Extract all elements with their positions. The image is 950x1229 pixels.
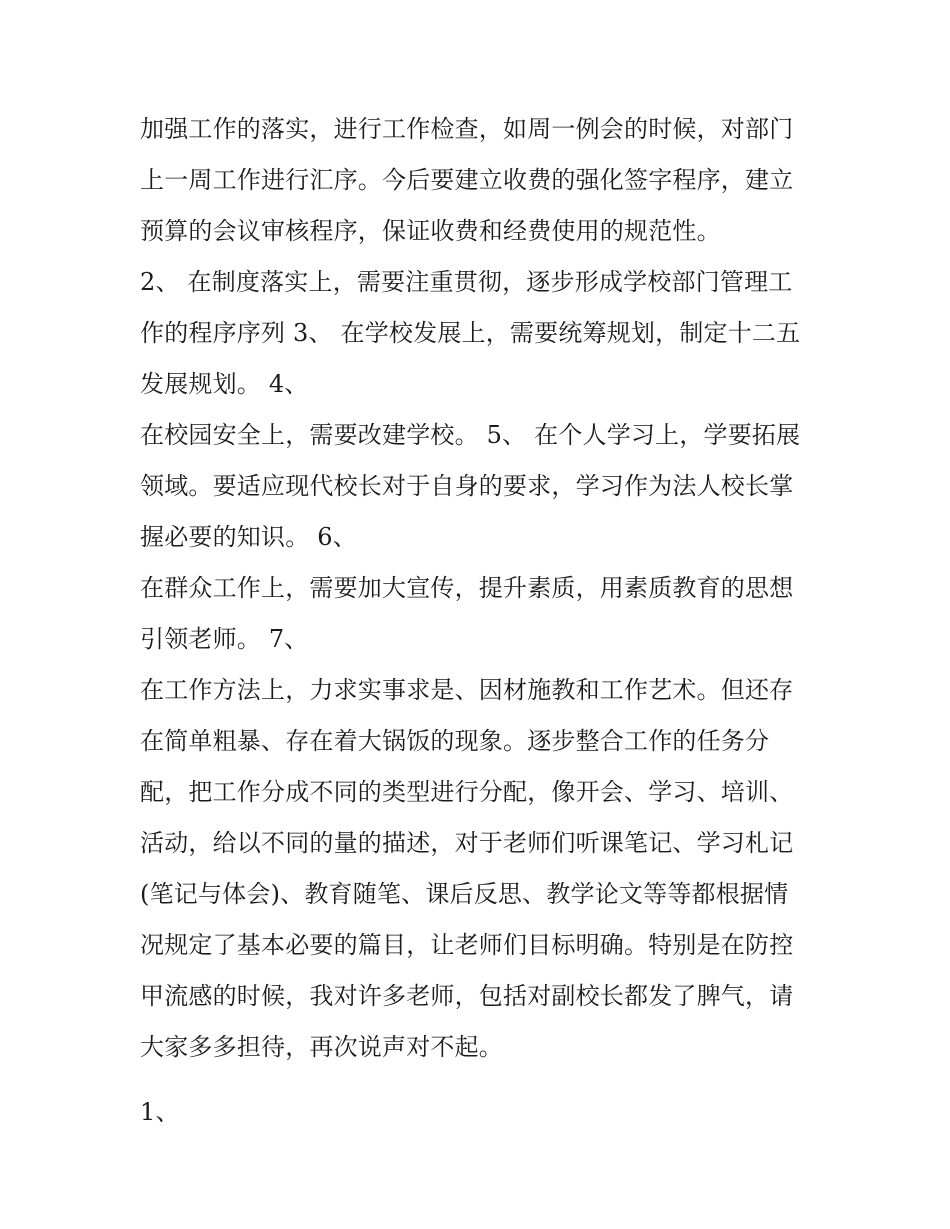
text-line-14: 配，把工作分成不同的类型进行分配，像开会、学习、培训、 [140,778,794,806]
text-line-13: 在简单粗暴、存在着大锅饭的现象。逐步整合工作的任务分 [140,727,770,755]
text-line-12: 在工作方法上，力求实事求是、因材施教和工作艺术。但还存 [140,676,794,704]
text-line-10: 在群众工作上，需要加大宣传，提升素质，用素质教育的思想 [140,574,794,602]
text-line-11: 引领老师。 7、 [140,625,309,653]
text-line-6: 发展规划。 4、 [140,370,309,398]
text-line-17: 况规定了基本必要的篇目，让老师们目标明确。特别是在防控 [140,931,794,959]
text-line-19: 大家多多担待，再次说声对不起。 [140,1033,503,1061]
text-line-4: 2、 在制度落实上，需要注重贯彻，逐步形成学校部门管理工 [140,268,793,296]
text-line-9: 握必要的知识。 6、 [140,523,357,551]
text-line-8: 领域。要适应现代校长对于自身的要求，学习作为法人校长掌 [140,472,794,500]
document-body [140,104,820,1138]
text-line-5: 作的程序序列 3、 在学校发展上，需要统筹规划，制定十二五 [140,319,801,347]
text-line-15: 活动，给以不同的量的描述，对于老师们听课笔记、学习札记 [140,829,794,857]
text-line-7: 在校园安全上，需要改建学校。 5、 在个人学习上，学要拓展 [140,421,801,449]
text-line-16: (笔记与体会)、教育随笔、课后反思、教学论文等等都根据情 [140,880,789,908]
text-line-2: 上一周工作进行汇序。今后要建立收费的强化签字程序，建立 [140,166,794,194]
text-line-3: 预算的会议审核程序，保证收费和经费使用的规范性。 [140,217,721,245]
text-line-1: 加强工作的落实，进行工作检查，如周一例会的时候，对部门 [140,115,794,143]
text-line-18: 甲流感的时候，我对许多老师，包括对副校长都发了脾气，请 [140,982,794,1010]
trailing-list-marker: 1、 [140,1098,180,1126]
